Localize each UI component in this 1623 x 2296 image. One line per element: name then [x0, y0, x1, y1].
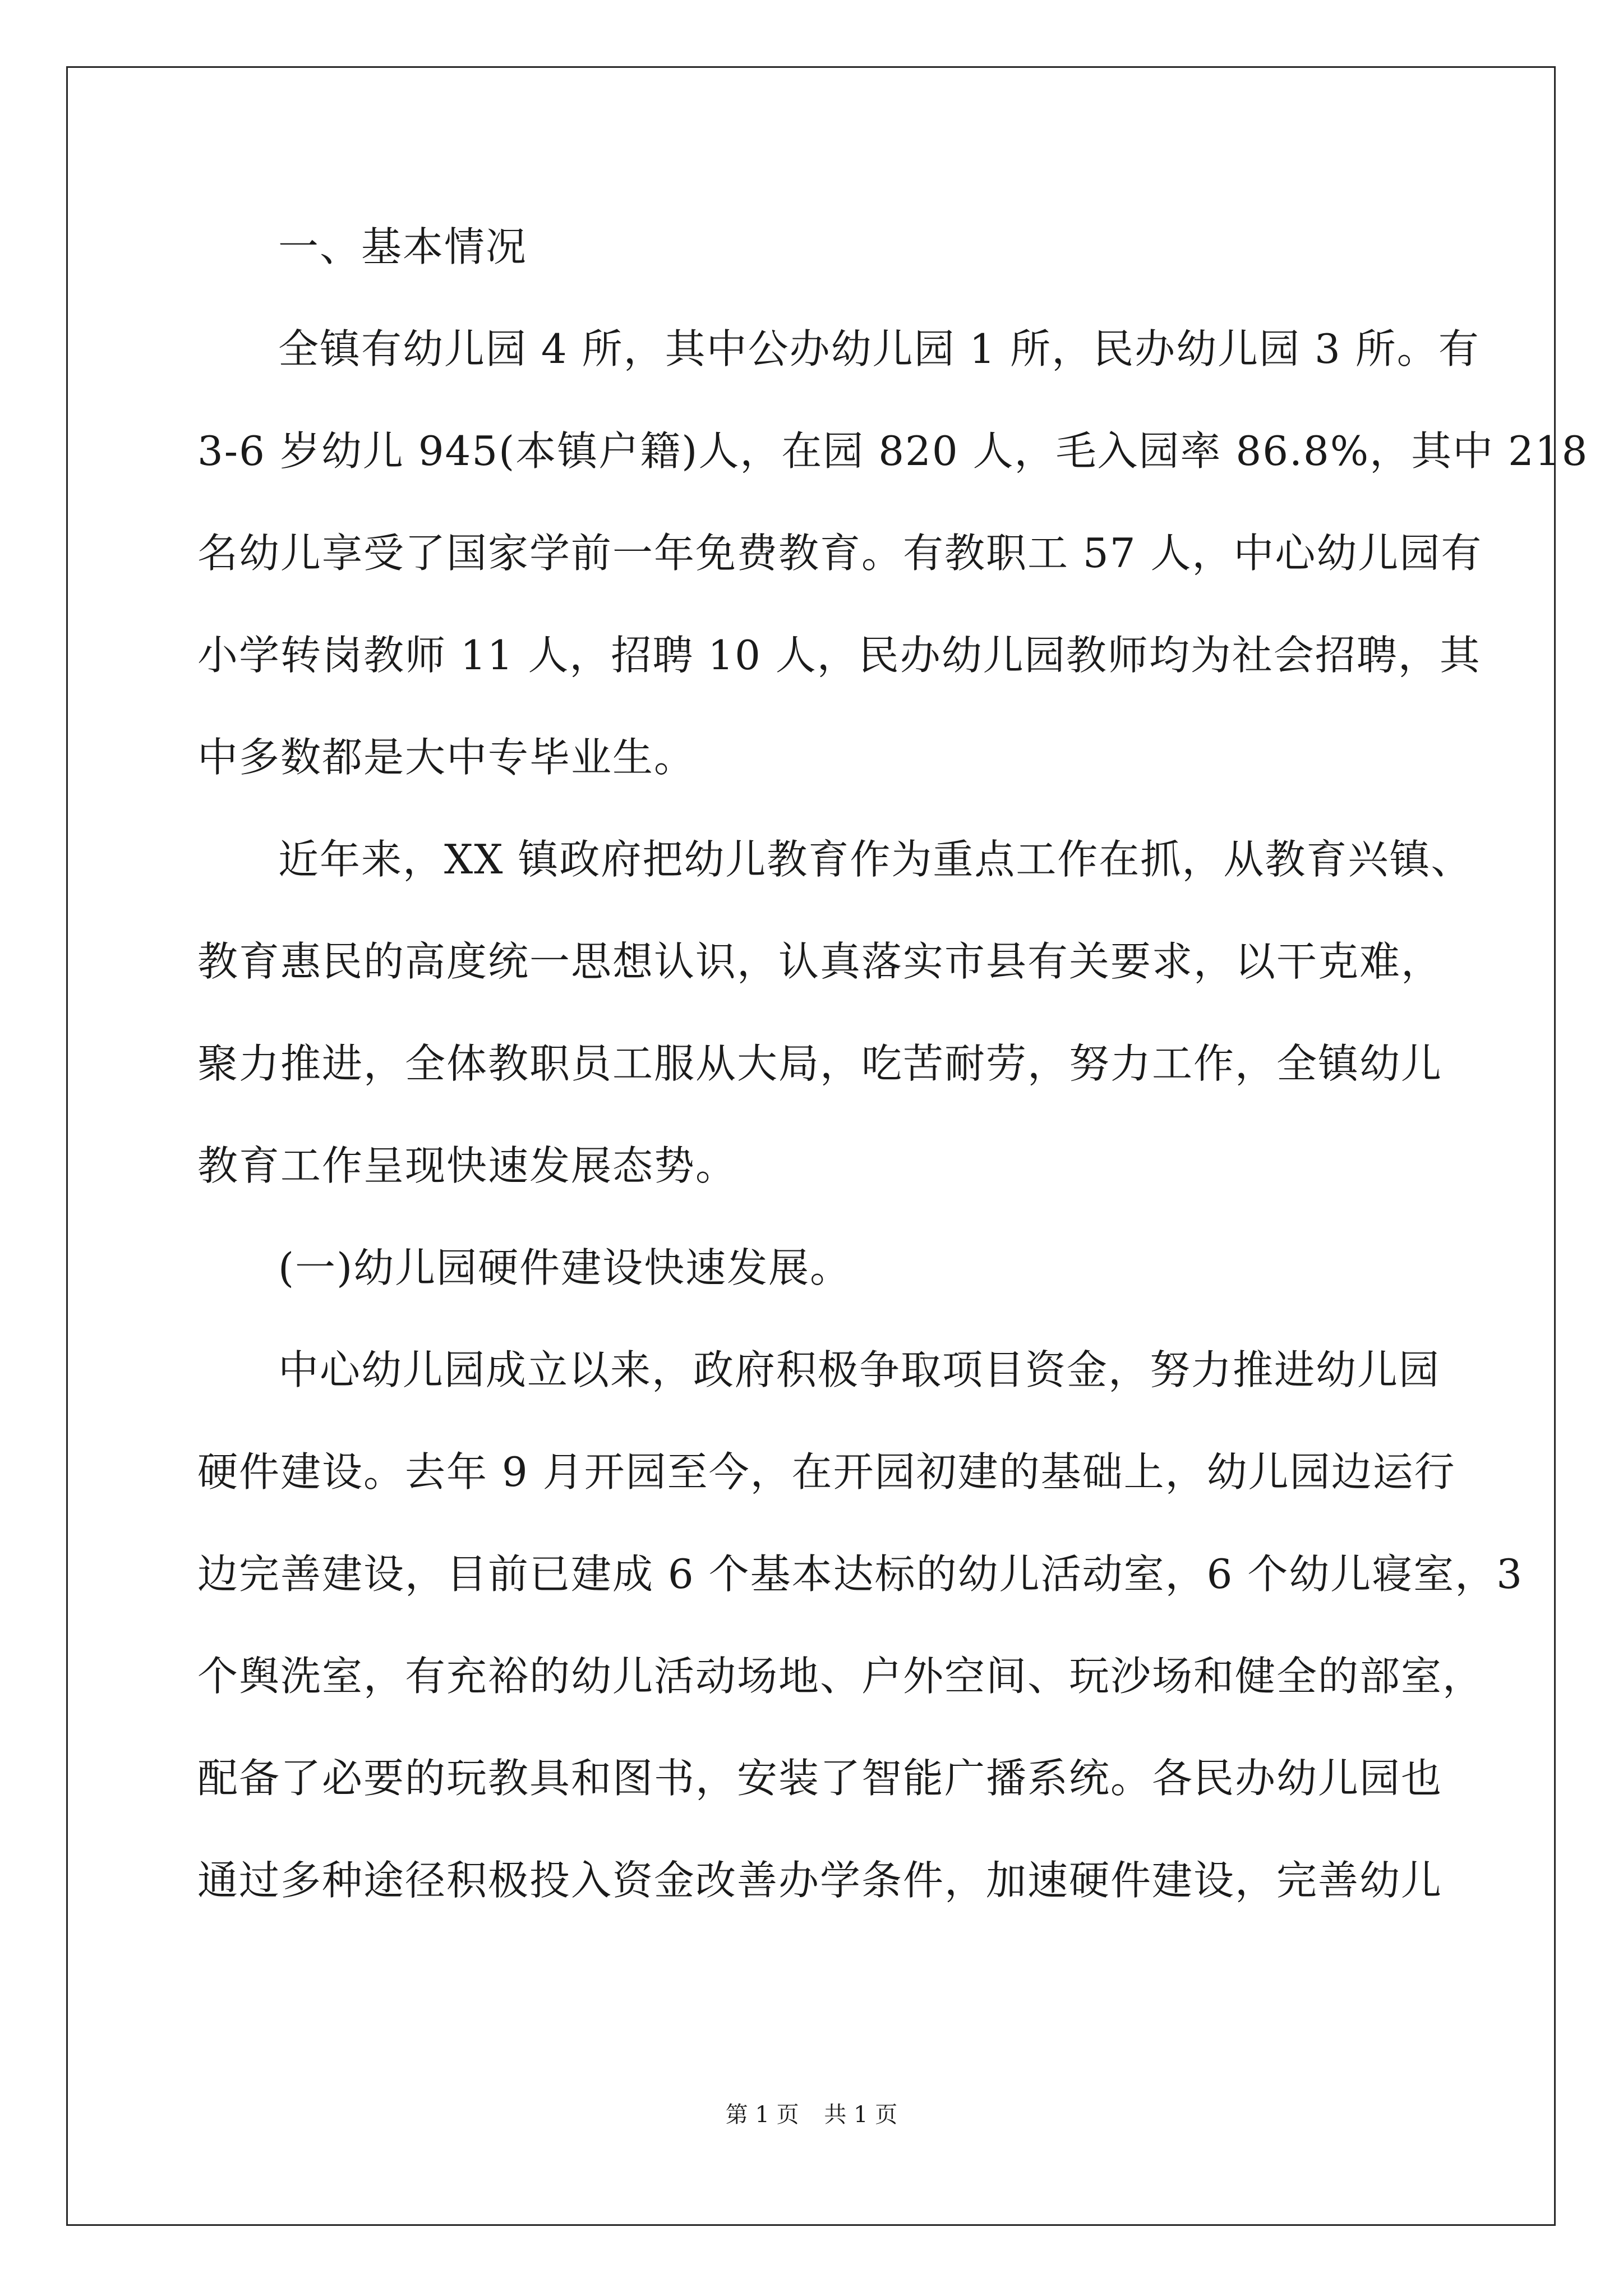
text-line: 硬件建设。去年 9 月开园至今，在开园初建的基础上，幼儿园边运行	[197, 1448, 1456, 1496]
text-line: 小学转岗教师 11 人，招聘 10 人，民办幼儿园教师均为社会招聘，其	[197, 632, 1481, 679]
text-line: 教育惠民的高度统一思想认识，认真落实市县有关要求，以干克难，	[197, 938, 1443, 985]
text-line: 3-6 岁幼儿 945(本镇户籍)人，在园 820 人，毛入园率 86.8%，其中 218	[197, 427, 1589, 475]
text-line: 教育工作呈现快速发展态势。	[197, 1142, 737, 1189]
text-line: 全镇有幼儿园 4 所，其中公办幼儿园 1 所，民办幼儿园 3 所。有	[278, 325, 1480, 372]
text-line: 聚力推进，全体教职员工服从大局，吃苦耐劳，努力工作，全镇幼儿	[197, 1040, 1443, 1087]
text-line: 近年来，XX 镇政府把幼儿教育作为重点工作在抓，从教育兴镇、	[278, 836, 1473, 883]
text-line: 一、基本情况	[278, 223, 528, 270]
document-body	[197, 208, 1589, 1943]
text-line: 中多数都是大中专毕业生。	[197, 734, 696, 781]
text-line: 个舆洗室，有充裕的幼儿活动场地、户外空间、玩沙场和健全的部室，	[197, 1653, 1484, 1700]
text-line: 名幼儿享受了国家学前一年免费教育。有教职工 57 人，中心幼儿园有	[197, 530, 1483, 577]
page-footer	[0, 2098, 1623, 2132]
text-line: 中心幼儿园成立以来，政府积极争取项目资金，努力推进幼儿园	[278, 1346, 1441, 1393]
text-line: 配备了必要的玩教具和图书，安装了智能广播系统。各民办幼儿园也	[197, 1755, 1443, 1802]
text-line: 通过多种途径积极投入资金改善办学条件，加速硬件建设，完善幼儿	[197, 1857, 1443, 1904]
text-line: 边完善建设，目前已建成 6 个基本达标的幼儿活动室，6 个幼儿寝室，3	[197, 1550, 1524, 1598]
text-line: (一)幼儿园硬件建设快速发展。	[278, 1244, 852, 1291]
page-number: 第 1 页	[725, 2102, 799, 2128]
page-total: 共 1 页	[824, 2102, 898, 2128]
